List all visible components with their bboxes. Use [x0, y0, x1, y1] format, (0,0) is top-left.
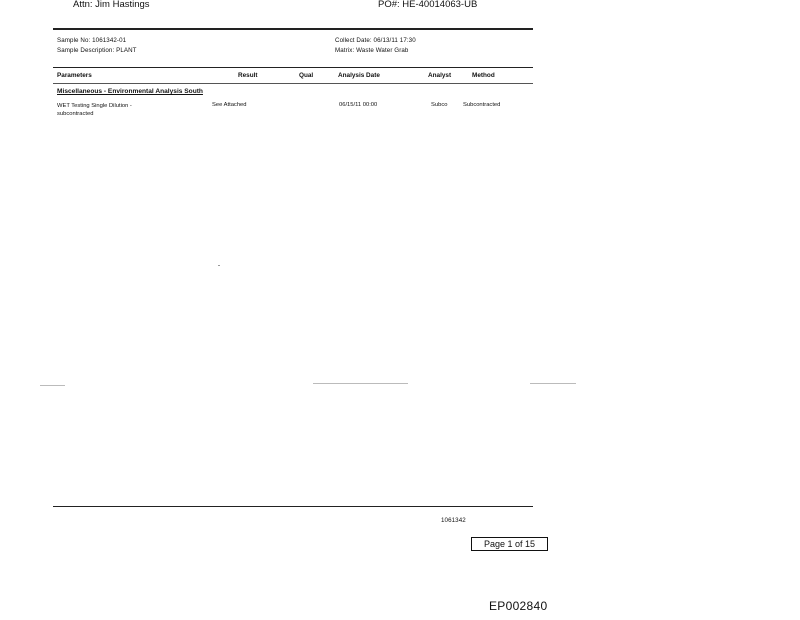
report-id: 1061342: [441, 517, 466, 524]
scan-speckle: [313, 383, 408, 384]
column-header-analysis-date: Analysis Date: [338, 72, 380, 79]
sample-description: Sample Description: PLANT: [57, 47, 137, 54]
sample-number: Sample No: 1061342-01: [57, 37, 127, 44]
attention-line: Attn: Jim Hastings: [73, 0, 150, 10]
scan-speckle: [218, 265, 220, 266]
row-parameter: WET Testing Single Dilution - subcontracted: [57, 103, 132, 117]
page-indicator: Page 1 of 15: [471, 537, 548, 551]
row-analysis-date: 06/15/11 00:00: [339, 102, 378, 108]
row-method: Subcontracted: [463, 102, 501, 108]
scan-speckle: [40, 385, 65, 386]
po-number: PO#: HE-40014063-UB: [378, 0, 478, 10]
scan-speckle: [530, 383, 576, 384]
column-header-result: Result: [238, 72, 258, 79]
top-divider: [53, 28, 533, 30]
matrix: Matrix: Waste Water Grab: [335, 47, 409, 54]
column-header-qual: Qual: [299, 72, 314, 79]
sample-divider: [53, 67, 533, 68]
row-result: See Attached: [212, 102, 247, 108]
bates-number: EP002840: [489, 599, 548, 613]
column-header-parameters: Parameters: [57, 72, 92, 79]
header-divider: [53, 83, 533, 84]
section-title: Miscellaneous - Environmental Analysis South: [57, 88, 203, 95]
bottom-divider: [53, 506, 533, 507]
column-header-analyst: Analyst: [428, 72, 452, 79]
column-header-method: Method: [472, 72, 495, 79]
row-analyst: Subco: [431, 102, 448, 108]
collect-date: Collect Date: 06/13/11 17:30: [335, 37, 416, 44]
